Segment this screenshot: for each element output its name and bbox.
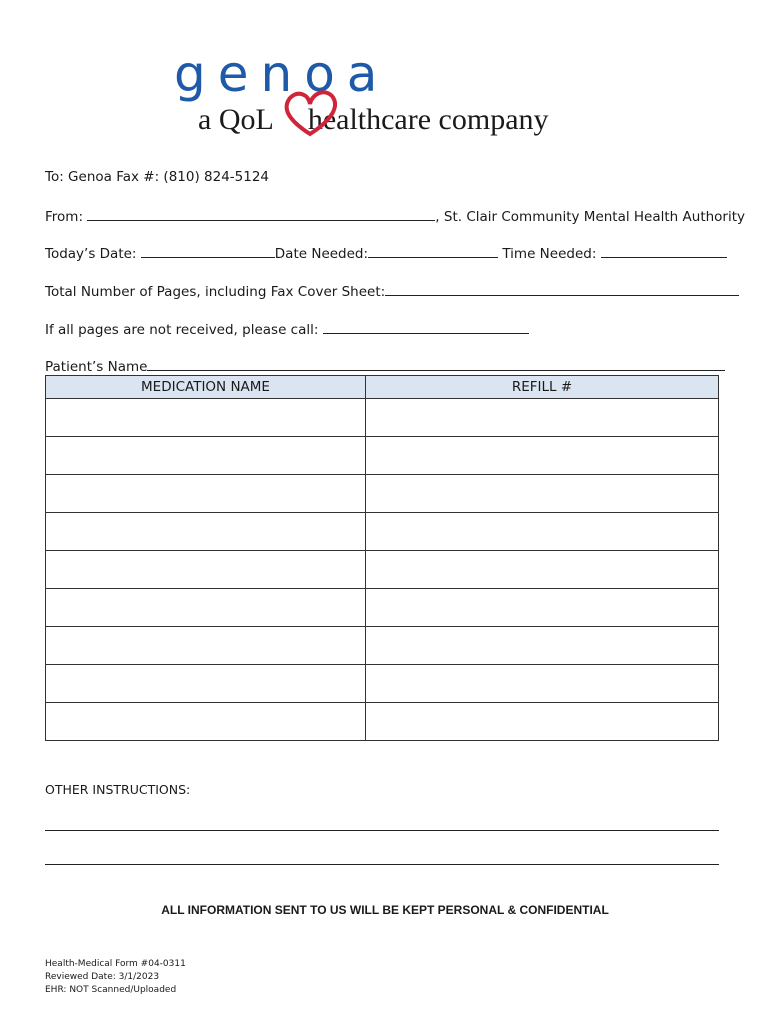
table-row xyxy=(46,551,719,589)
call-line xyxy=(45,319,529,339)
confidentiality-notice: ALL INFORMATION SENT TO US WILL BE KEPT PERSONAL & CONFIDENTIAL xyxy=(161,903,609,917)
date-time-line xyxy=(45,243,727,263)
refill-cell[interactable] xyxy=(366,399,719,437)
table-row xyxy=(46,513,719,551)
call-label: If all pages are not received, please call: xyxy=(45,322,319,338)
genoa-logo xyxy=(170,46,610,146)
total-pages-line xyxy=(45,281,739,301)
from-field[interactable] xyxy=(87,206,435,221)
medication-name-cell[interactable] xyxy=(46,551,366,589)
heart-icon xyxy=(280,90,340,140)
patient-name-label: Patient’s Name xyxy=(45,359,148,375)
time-needed-field[interactable] xyxy=(601,243,727,258)
refill-cell[interactable] xyxy=(366,513,719,551)
table-row xyxy=(46,399,719,437)
table-header-row xyxy=(46,376,719,399)
refill-cell[interactable] xyxy=(366,627,719,665)
table-row xyxy=(46,437,719,475)
logo-tagline-left: a QoL xyxy=(198,103,274,136)
medication-name-cell[interactable] xyxy=(46,665,366,703)
other-instructions-label: OTHER INSTRUCTIONS: xyxy=(45,782,191,797)
medication-name-cell[interactable] xyxy=(46,513,366,551)
from-suffix: , St. Clair Community Mental Health Authority xyxy=(435,209,746,225)
total-pages-field[interactable] xyxy=(385,281,739,296)
other-instructions-line[interactable] xyxy=(45,864,719,865)
table-row xyxy=(46,665,719,703)
other-instructions-line[interactable] xyxy=(45,830,719,831)
todays-date-label: Today’s Date: xyxy=(45,246,137,262)
refill-cell[interactable] xyxy=(366,589,719,627)
refill-cell[interactable] xyxy=(366,475,719,513)
refill-cell[interactable] xyxy=(366,703,719,741)
medication-name-cell[interactable] xyxy=(46,475,366,513)
form-footer xyxy=(45,958,186,997)
to-fax-line: To: Genoa Fax #: (810) 824-5124 xyxy=(45,169,270,185)
reviewed-date: Reviewed Date: 3/1/2023 xyxy=(45,972,160,982)
ehr-status: EHR: NOT Scanned/Uploaded xyxy=(45,985,177,995)
logo-tagline xyxy=(198,102,549,138)
refill-header: REFILL # xyxy=(366,376,719,399)
refill-cell[interactable] xyxy=(366,665,719,703)
medication-name-cell[interactable] xyxy=(46,399,366,437)
time-needed-label: Time Needed: xyxy=(502,246,597,262)
from-label: From: xyxy=(45,209,83,225)
table-row xyxy=(46,589,719,627)
table-row xyxy=(46,475,719,513)
call-field[interactable] xyxy=(323,319,529,334)
medication-name-cell[interactable] xyxy=(46,703,366,741)
date-needed-label: Date Needed: xyxy=(274,246,369,262)
medication-table xyxy=(45,375,719,741)
medication-name-cell[interactable] xyxy=(46,627,366,665)
date-needed-field[interactable] xyxy=(368,243,498,258)
total-pages-label: Total Number of Pages, including Fax Cover Sheet: xyxy=(45,284,386,300)
from-line xyxy=(45,206,745,226)
refill-cell[interactable] xyxy=(366,551,719,589)
table-row xyxy=(46,627,719,665)
refill-cell[interactable] xyxy=(366,437,719,475)
todays-date-field[interactable] xyxy=(141,243,275,258)
logo-wordmark: genoa xyxy=(174,45,390,103)
patient-name-field[interactable] xyxy=(147,356,725,371)
table-row xyxy=(46,703,719,741)
logo-tagline-right: healthcare company xyxy=(307,103,549,136)
patient-name-line xyxy=(45,356,725,376)
medication-name-cell[interactable] xyxy=(46,437,366,475)
medication-name-cell[interactable] xyxy=(46,589,366,627)
medication-name-header: MEDICATION NAME xyxy=(46,376,366,399)
form-number: Health-Medical Form #04-0311 xyxy=(45,959,186,969)
